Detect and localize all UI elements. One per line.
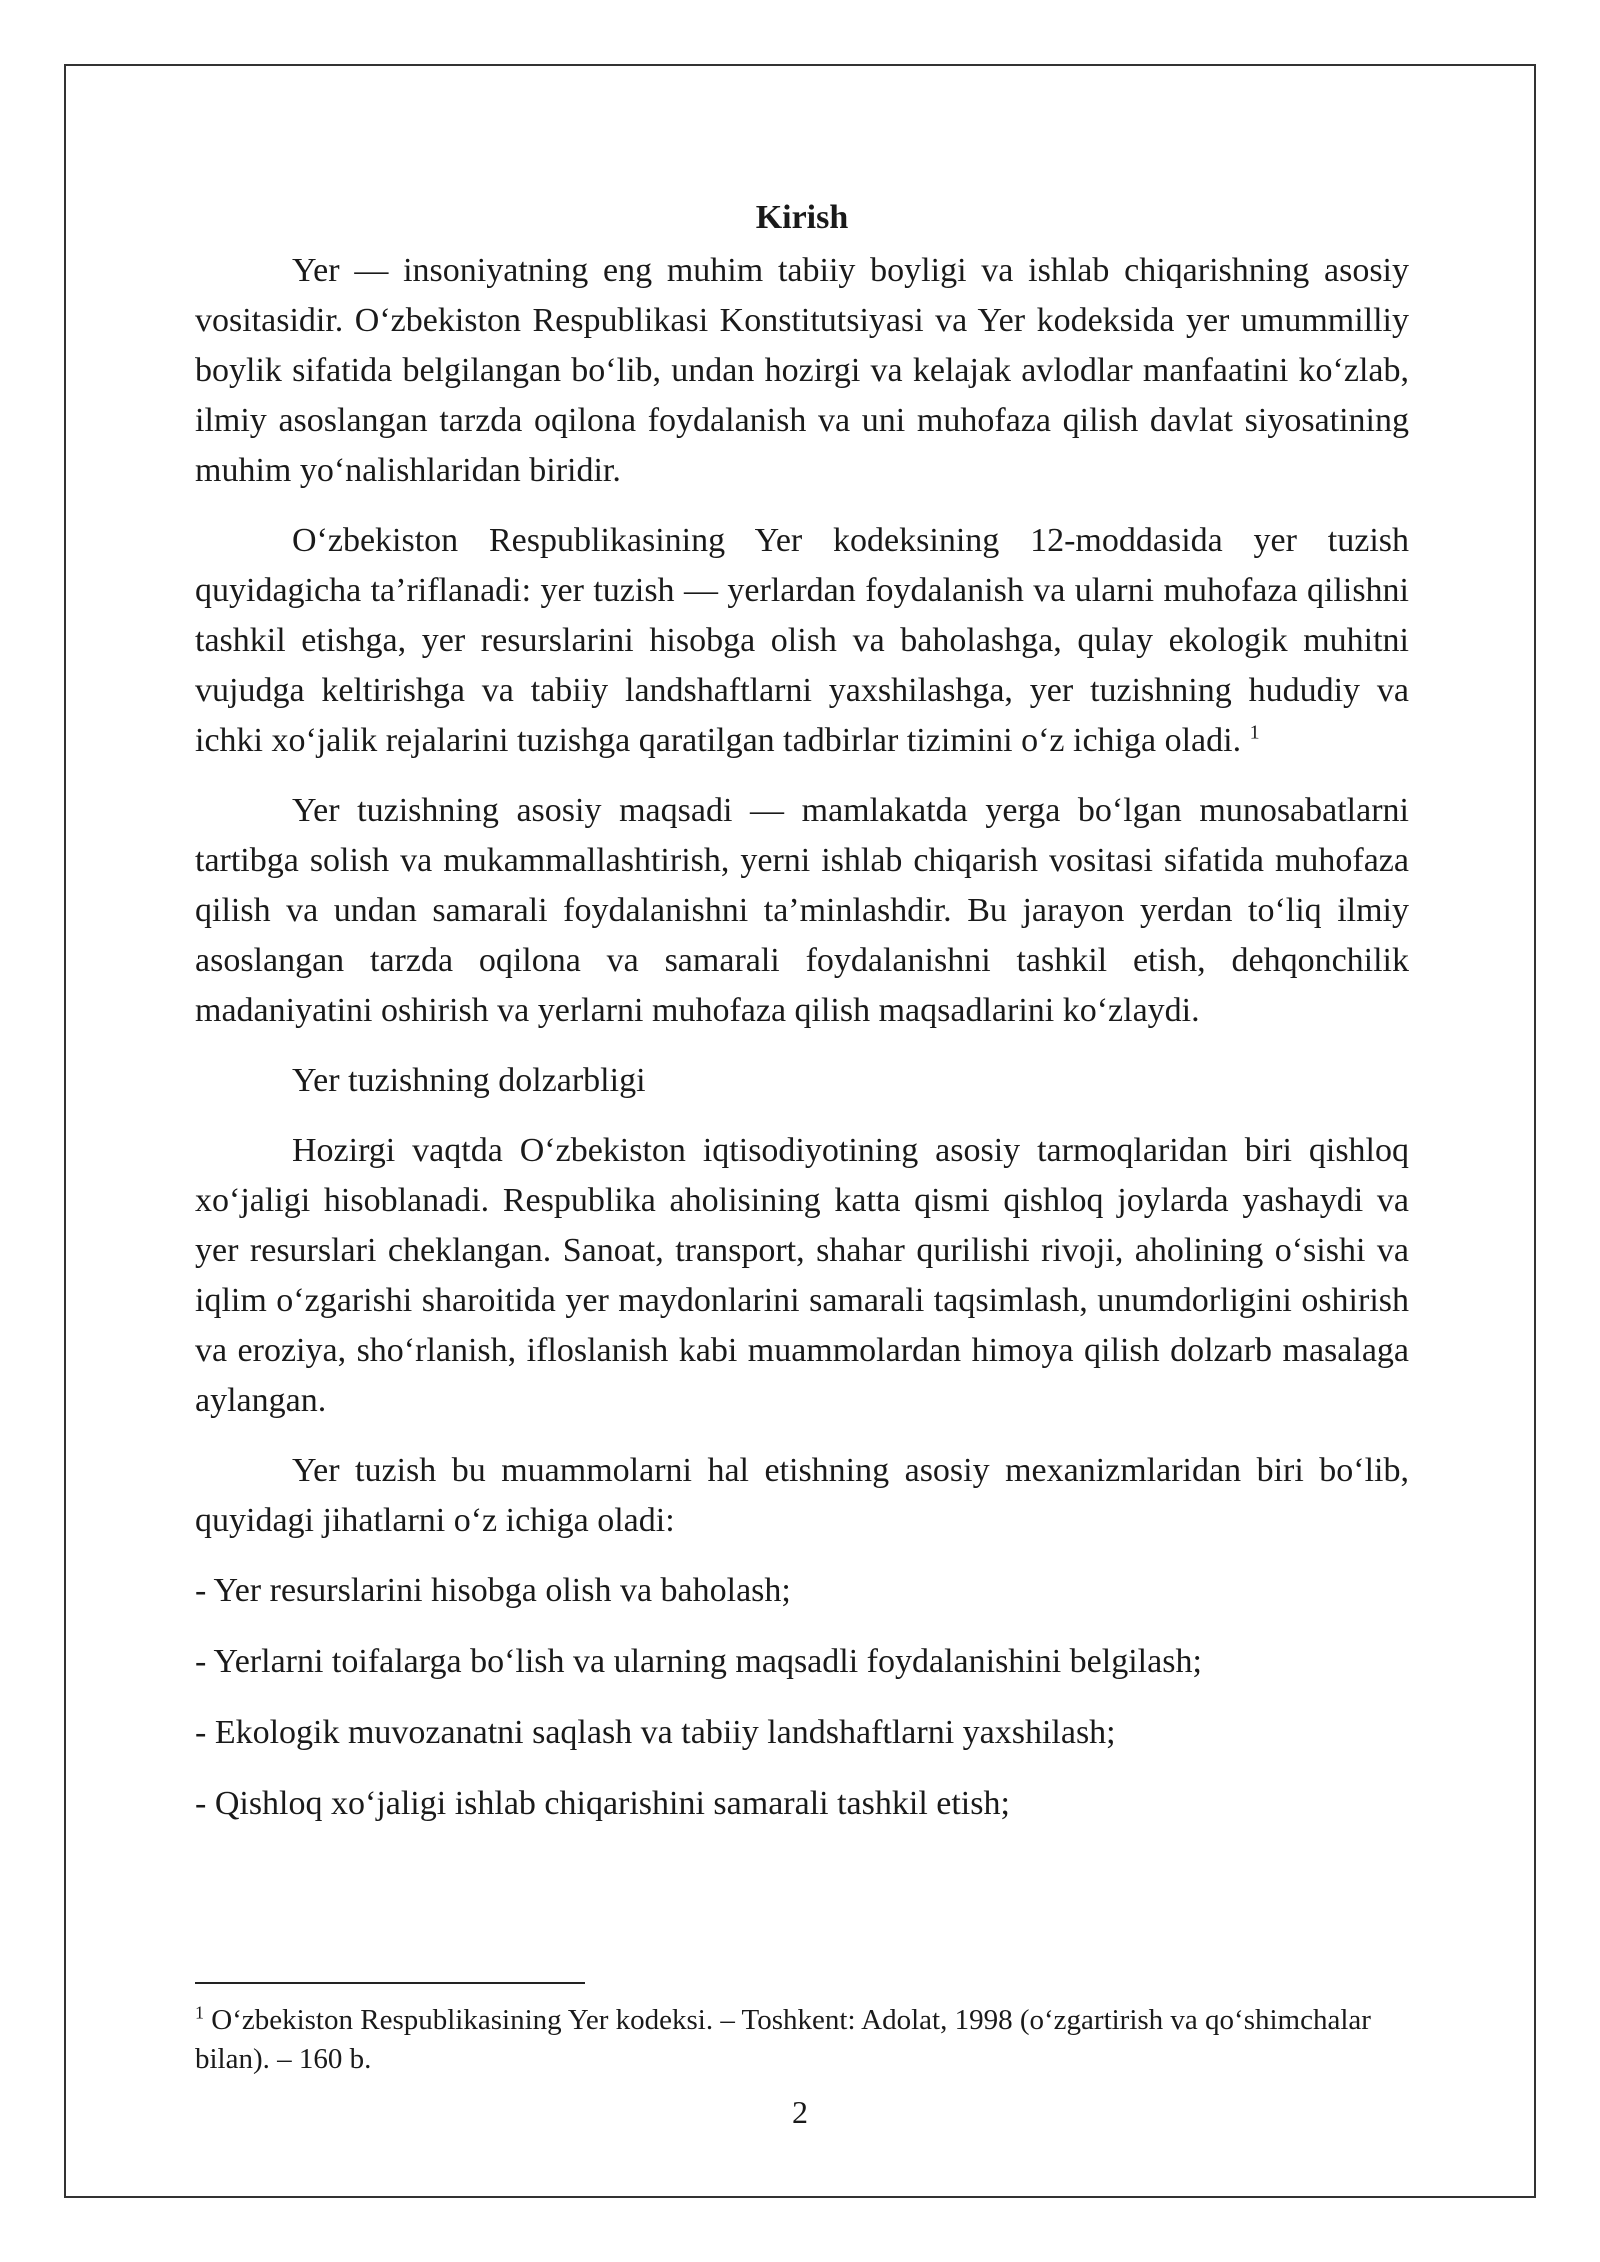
paragraph-2	[195, 516, 1409, 766]
subheading: Yer tuzishning dolzarbligi	[292, 1062, 646, 1099]
paragraph-4: Hozirgi vaqtda O‘zbekiston iqtisodiyotining asosiy tarmoqlaridan biri qishloq xo‘jaligi hisoblanadi. Respublika aholisining katta qismi qishloq joylarda yashaydi va yer resurslari cheklangan. Sanoat, transport, shahar qurilishi rivoji, aholining o‘sishi va iqlim o‘zgarishi sharoitida yer maydonlarini samarali taqsimlash, unumdorligini oshirish va eroziya, sho‘rlanish, ifloslanish kabi muammolardan himoya qilish dolzarb masalaga aylangan.	[195, 1132, 1409, 1419]
footnote-reference[interactable]: 1	[1249, 721, 1260, 744]
list-item: - Qishloq xo‘jaligi ishlab chiqarishini samarali tashkil etish;	[195, 1785, 1010, 1822]
paragraph-3: Yer tuzishning asosiy maqsadi — mamlakatda yerga bo‘lgan munosabatlarni tartibga solish va mukammallashtirish, yerni ishlab chiqarish vositasi sifatida muhofaza qilish va undan samarali foydalanishni ta’minlashdir. Bu jarayon yerdan to‘liq ilmiy asoslangan tarzda oqilona va samarali foydalanishni tashkil etish, dehqonchilik madaniyatini oshirish va yerlarni muhofaza qilish maqsadlarini ko‘zlaydi.	[195, 792, 1409, 1029]
page-number: 2	[792, 2094, 808, 2130]
paragraph-2-text: O‘zbekiston Respublikasining Yer kodeksining 12-moddasida yer tuzish quyidagicha ta’riflanadi: yer tuzish — yerlardan foydalanish va ularni muhofaza qilishni tashkil etishga, yer resurslarini hisobga olish va baholashga, qulay ekologik muhitni vujudga keltirishga va tabiiy landshaftlarni yaxshilashga, yer tuzishning hududiy va ichki xo‘jalik rejalarini tuzishga qaratilgan tadbirlar tizimini o‘z ichiga oladi.	[195, 522, 1409, 759]
document-body	[195, 190, 1409, 1850]
footnote	[195, 2001, 1409, 2079]
list-item: - Ekologik muvozanatni saqlash va tabiiy landshaftlarni yaxshilash;	[195, 1714, 1116, 1751]
footnote-separator	[195, 1982, 585, 1984]
bullet-list	[195, 1566, 1409, 1829]
section-title: Kirish	[755, 199, 849, 236]
paragraph-1: Yer — insoniyatning eng muhim tabiiy boyligi va ishlab chiqarishning asosiy vositasidir. O‘zbekiston Respublikasi Konstitutsiyasi va Yer kodeksida yer umummilliy boylik sifatida belgilangan bo‘lib, undan hozirgi va kelajak avlodlar manfaatini ko‘zlab, ilmiy asoslangan tarzda oqilona foydalanish va uni muhofaza qilish davlat siyosatining muhim yo‘nalishlaridan biridir.	[195, 252, 1409, 489]
list-item: - Yer resurslarini hisobga olish va baholash;	[195, 1572, 791, 1609]
footnote-text: O‘zbekiston Respublikasining Yer kodeksi. – Toshkent: Adolat, 1998 (o‘zgartirish va qo‘shimchalar bilan). – 160 b.	[195, 2004, 1371, 2075]
footnote-marker: 1	[195, 2002, 204, 2023]
list-item: - Yerlarni toifalarga bo‘lish va ularning maqsadli foydalanishini belgilash;	[195, 1643, 1202, 1680]
paragraph-5: Yer tuzish bu muammolarni hal etishning asosiy mexanizmlaridan biri bo‘lib, quyidagi jihatlarni o‘z ichiga oladi:	[195, 1452, 1409, 1539]
